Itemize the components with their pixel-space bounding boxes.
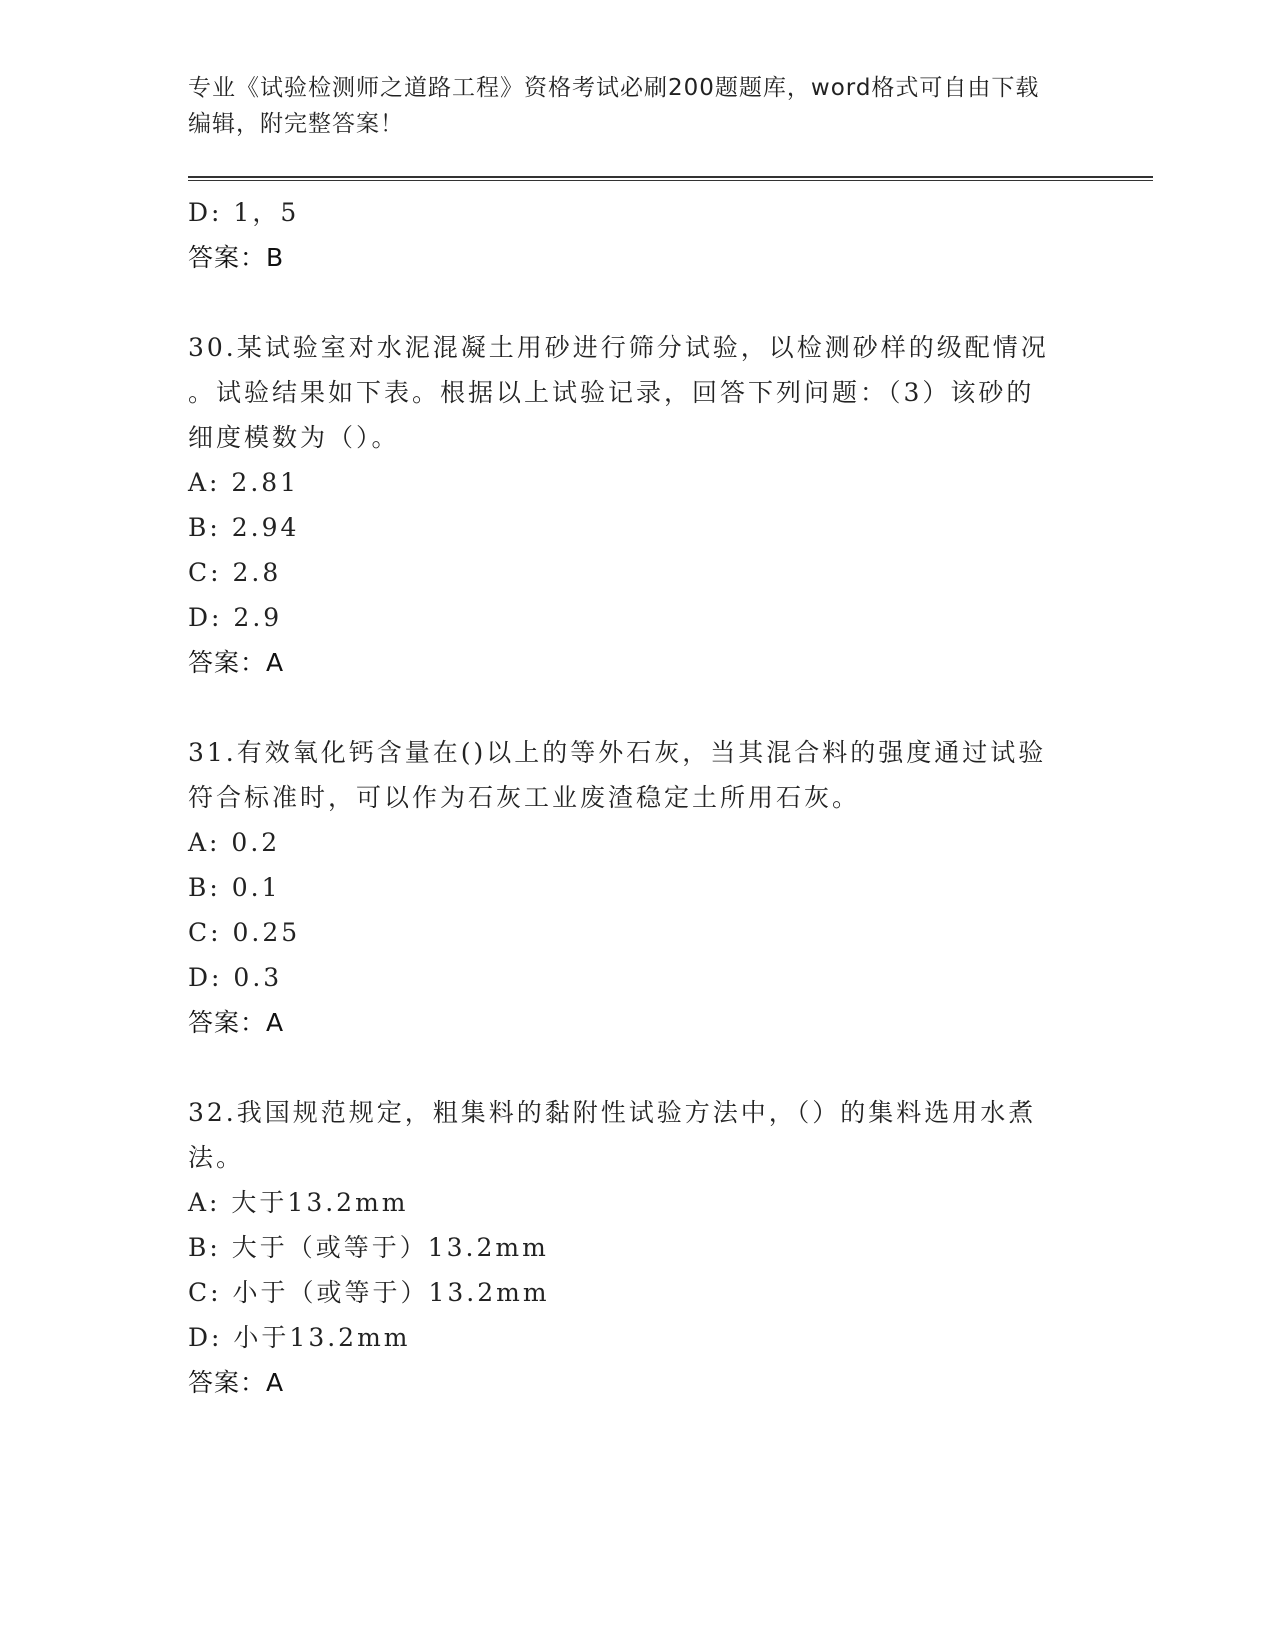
header-title-line-2: 编辑，附完整答案！	[188, 111, 404, 137]
stem-line: 32.我国规范规定，粗集料的黏附性试验方法中，（）的集料选用水煮	[188, 1098, 1037, 1127]
question-stem	[188, 325, 1078, 460]
answer-line: 答案：A	[188, 1368, 285, 1397]
stem-line: 31.有效氧化钙含量在()以上的等外石灰，当其混合料的强度通过试验	[188, 738, 1047, 767]
stem-line: 符合标准时，可以作为石灰工业废渣稳定土所用石灰。	[188, 783, 861, 812]
answer-line: 答案：A	[188, 648, 285, 677]
answer-line: 答案：A	[188, 1008, 285, 1037]
option-c: C: 小于（或等于）13.2mm	[188, 1278, 550, 1307]
option-a: A: 2.81	[188, 468, 300, 497]
option-a: A: 0.2	[188, 828, 281, 857]
option-d: D: 0.3	[188, 963, 283, 992]
answer-line: 答案：B	[188, 243, 285, 272]
spacer	[188, 685, 1078, 730]
option-b: B: 大于（或等于）13.2mm	[188, 1233, 549, 1262]
stem-line: 法。	[188, 1143, 245, 1172]
option-b: B: 2.94	[188, 513, 300, 542]
option-d: D: 2.9	[188, 603, 283, 632]
stem-line: 30.某试验室对水泥混凝土用砂进行筛分试验，以检测砂样的级配情况	[188, 333, 1049, 362]
question-30	[188, 325, 1078, 685]
spacer	[188, 1045, 1078, 1090]
previous-question-tail	[188, 190, 1078, 280]
question-stem	[188, 1090, 1078, 1180]
option-c: C: 2.8	[188, 558, 282, 587]
option-d: D: 小于13.2mm	[188, 1323, 411, 1352]
header-divider	[188, 176, 1153, 181]
option-d: D: 1，5	[188, 198, 300, 227]
stem-line: 。试验结果如下表。根据以上试验记录，回答下列问题：（3）该砂的	[188, 378, 1035, 407]
question-stem	[188, 730, 1078, 820]
question-list	[188, 190, 1078, 1405]
option-a: A: 大于13.2mm	[188, 1188, 409, 1217]
stem-line: 细度模数为（）。	[188, 423, 400, 452]
option-c: C: 0.25	[188, 918, 301, 947]
spacer	[188, 280, 1078, 325]
option-b: B: 0.1	[188, 873, 281, 902]
question-32	[188, 1090, 1078, 1405]
question-31	[188, 730, 1078, 1045]
page-header	[188, 70, 1088, 142]
header-title-line-1: 专业《试验检测师之道路工程》资格考试必刷200题题库，word格式可自由下载	[188, 75, 1040, 101]
